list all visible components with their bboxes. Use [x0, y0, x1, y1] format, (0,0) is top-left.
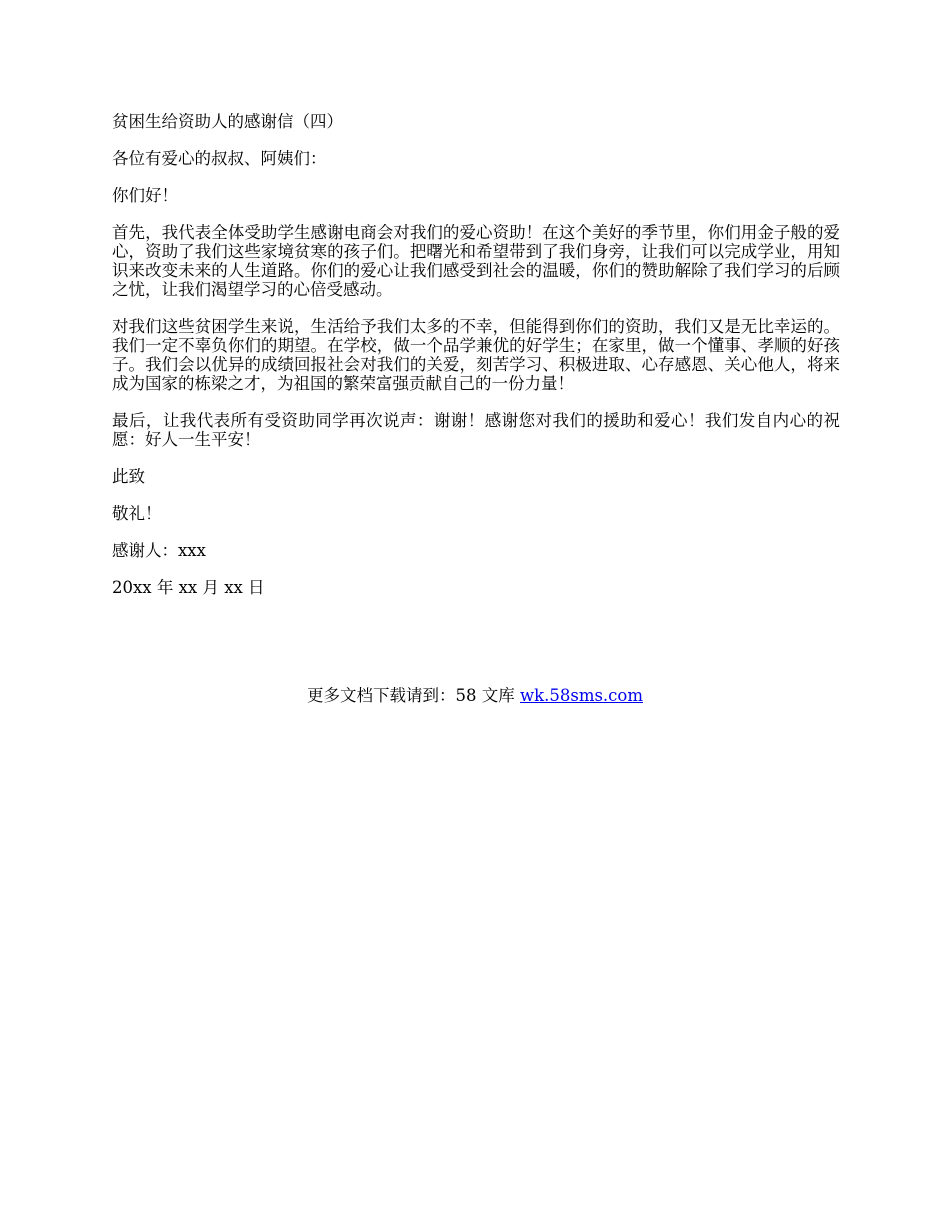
closing-line-2: 敬礼！ [112, 504, 162, 523]
signer: 感谢人：xxx [112, 541, 206, 560]
body-paragraph-2: 对我们这些贫困学生来说，生活给予我们太多的不幸，但能得到你们的资助，我们又是无比幸运的。我们一定不辜负你们的期望。在学校，做一个品学兼优的好学生；在家里，做一个懂事、孝顺的好孩子。我们会以优异的成绩回报社会对我们的关爱，刻苦学习、积极进取、心存感恩、关心他人，将来成为国家的栋梁之才，为祖国的繁荣富强贡献自己的一份力量！ [112, 317, 840, 393]
salutation: 各位有爱心的叔叔、阿姨们： [112, 149, 327, 168]
greeting: 你们好！ [112, 186, 178, 205]
footer [0, 686, 950, 705]
footer-link[interactable]: wk.58sms.com [519, 686, 643, 705]
body-paragraph-1: 首先，我代表全体受助学生感谢电商会对我们的爱心资助！在这个美好的季节里，你们用金子般的爱心，资助了我们这些家境贫寒的孩子们。把曙光和希望带到了我们身旁，让我们可以完成学业，用知识来改变未来的人生道路。你们的爱心让我们感受到社会的温暖，你们的赞助解除了我们学习的后顾之忧，让我们渴望学习的心倍受感动。 [112, 223, 840, 299]
body-paragraph-3: 最后，让我代表所有受资助同学再次说声：谢谢！感谢您对我们的援助和爱心！我们发自内心的祝愿：好人一生平安！ [112, 411, 840, 449]
document-title: 贫困生给资助人的感谢信（四） [112, 112, 343, 131]
footer-prefix: 更多文档下载请到：58 文库 [306, 686, 520, 705]
document-body [112, 112, 840, 615]
closing-line-1: 此致 [112, 467, 145, 486]
letter-date: 20xx 年 xx 月 xx 日 [112, 578, 265, 597]
